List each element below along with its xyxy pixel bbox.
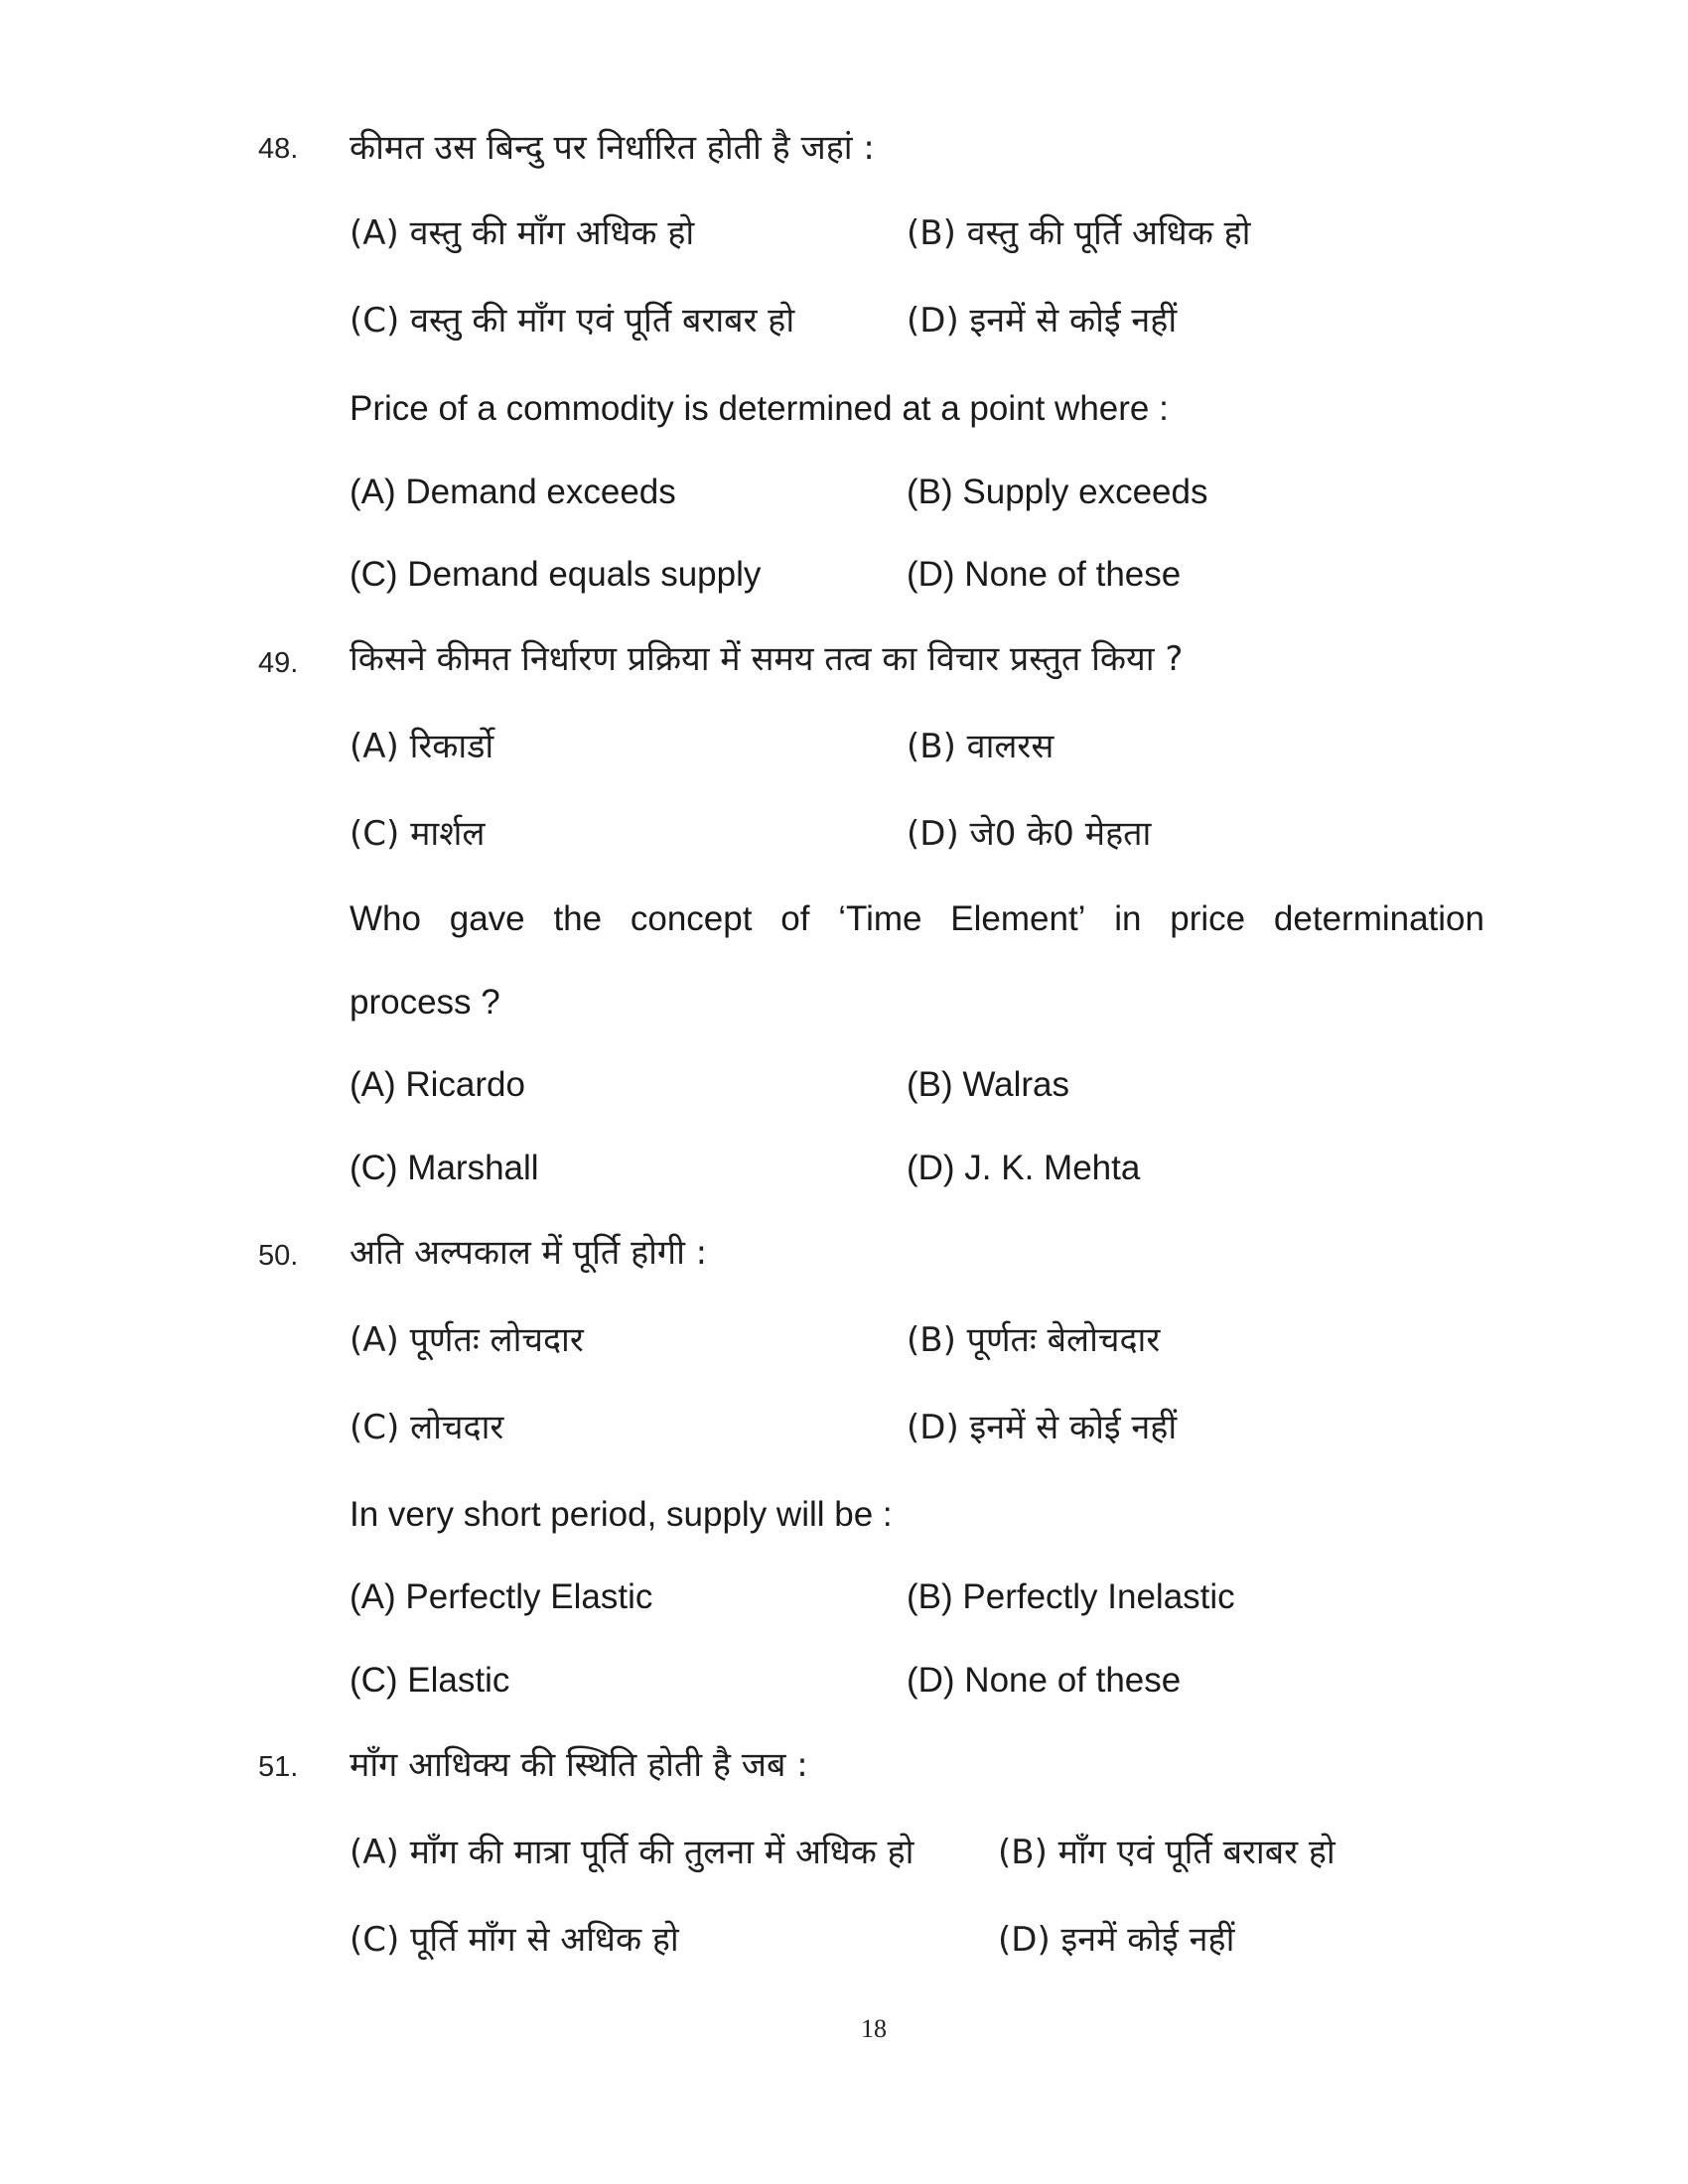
option-d-hindi: (D) इनमें से कोई नहीं <box>907 1408 1178 1447</box>
option-a-hindi: (A) वस्तु की माँग अधिक हो <box>350 213 695 253</box>
option-d-hindi: (D) जे0 के0 मेहता <box>907 814 1152 854</box>
question-number: 48. <box>258 133 299 165</box>
question-text-hindi: माँग आधिक्य की स्थिति होती है जब : <box>350 1745 808 1785</box>
option-b-english: (B) Walras <box>907 1065 1069 1104</box>
word: of <box>780 899 810 938</box>
question-text-english-line-2: process ? <box>350 983 500 1022</box>
option-b-english: (B) Perfectly Inelastic <box>907 1577 1235 1616</box>
question-text-hindi: किसने कीमत निर्धारण प्रक्रिया में समय तत्व का विचार प्रस्तुत किया ? <box>350 639 1184 679</box>
question-number: 49. <box>258 647 299 679</box>
option-c-hindi: (C) मार्शल <box>350 814 486 854</box>
option-d-english: (D) None of these <box>907 555 1182 594</box>
question-text-hindi: कीमत उस बिन्दु पर निर्धारित होती है जहां : <box>350 128 875 168</box>
option-b-hindi: (B) माँग एवं पूर्ति बराबर हो <box>998 1833 1336 1872</box>
option-d-hindi: (D) इनमें से कोई नहीं <box>907 301 1178 341</box>
option-d-english: (D) J. K. Mehta <box>907 1149 1141 1187</box>
word: the <box>553 899 603 938</box>
word: gave <box>449 899 525 938</box>
option-c-hindi: (C) लोचदार <box>350 1408 504 1447</box>
page-number: 18 <box>861 2014 887 2043</box>
option-c-hindi: (C) पूर्ति माँग से अधिक हो <box>350 1920 679 1960</box>
word: ‘Time <box>838 899 922 938</box>
question-text-english-line-1 <box>350 901 1484 936</box>
option-a-english: (A) Demand exceeds <box>350 473 676 511</box>
option-c-english: (C) Demand equals supply <box>350 555 762 594</box>
option-a-english: (A) Perfectly Elastic <box>350 1577 653 1616</box>
option-b-hindi: (B) वालरस <box>907 727 1055 766</box>
option-c-english: (C) Elastic <box>350 1661 510 1700</box>
option-d-english: (D) None of these <box>907 1661 1182 1700</box>
word: Element’ <box>950 899 1086 938</box>
question-text-english: In very short period, supply will be : <box>350 1495 893 1534</box>
word: price <box>1170 899 1246 938</box>
option-b-hindi: (B) वस्तु की पूर्ति अधिक हो <box>907 213 1251 253</box>
question-text-english: Price of a commodity is determined at a point where : <box>350 389 1169 428</box>
word: concept <box>630 899 753 938</box>
option-a-hindi: (A) पूर्णतः लोचदार <box>350 1320 584 1360</box>
option-b-english: (B) Supply exceeds <box>907 473 1208 511</box>
option-a-english: (A) Ricardo <box>350 1065 525 1104</box>
question-number: 51. <box>258 1751 299 1783</box>
option-b-hindi: (B) पूर्णतः बेलोचदार <box>907 1320 1161 1360</box>
option-c-english: (C) Marshall <box>350 1149 539 1187</box>
word: Who <box>350 899 421 938</box>
option-c-hindi: (C) वस्तु की माँग एवं पूर्ति बराबर हो <box>350 301 795 341</box>
word: in <box>1114 899 1142 938</box>
option-d-hindi: (D) इनमें कोई नहीं <box>998 1920 1235 1960</box>
question-text-hindi: अति अल्पकाल में पूर्ति होगी : <box>350 1233 708 1273</box>
option-a-hindi: (A) माँग की मात्रा पूर्ति की तुलना में अधिक हो <box>350 1833 914 1872</box>
word: determination <box>1273 899 1484 938</box>
question-number: 50. <box>258 1240 299 1272</box>
option-a-hindi: (A) रिकार्डो <box>350 727 494 766</box>
